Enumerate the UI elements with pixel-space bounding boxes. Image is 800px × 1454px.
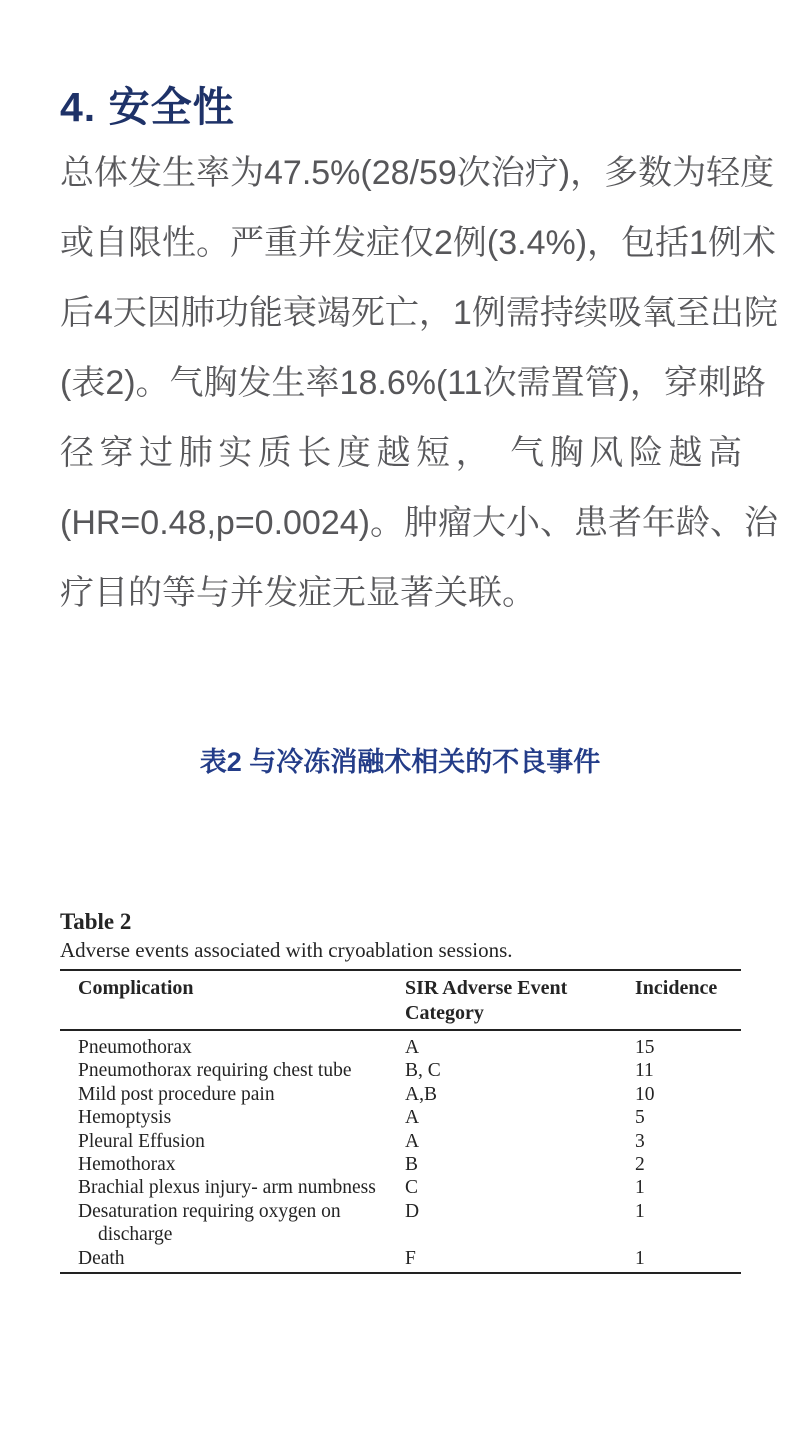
table-caption-zh: 表2 与冷冻消融术相关的不良事件 xyxy=(199,747,601,777)
cell-incidence: 5 xyxy=(635,1107,645,1129)
column-header-incidence: Incidence xyxy=(635,977,718,999)
cell-complication: Pleural Effusion xyxy=(78,1130,205,1152)
cell-sir-category: A xyxy=(405,1037,420,1058)
table-row xyxy=(60,1153,741,1176)
cell-complication: Mild post procedure pain xyxy=(78,1083,275,1105)
cell-incidence: 1 xyxy=(635,1247,645,1269)
cell-complication: Pneumothorax requiring chest tube xyxy=(78,1060,352,1082)
cell-sir-category: B xyxy=(405,1154,419,1176)
cell-sir-category: C xyxy=(405,1177,419,1199)
cell-complication: Pneumothorax xyxy=(78,1037,192,1058)
table-row xyxy=(60,1247,741,1270)
cell-complication: Brachial plexus injury- arm numbness xyxy=(78,1177,376,1199)
table-row xyxy=(60,1106,741,1129)
cell-incidence: 1 xyxy=(635,1200,645,1222)
cell-complication: Death xyxy=(78,1247,125,1269)
table-body xyxy=(60,1031,741,1272)
table-row xyxy=(60,1059,741,1082)
table-rule-bottom xyxy=(60,1272,741,1274)
cell-sir-category: B, C xyxy=(405,1060,441,1082)
cell-sir-category: A xyxy=(405,1107,420,1129)
cell-complication: Hemoptysis xyxy=(78,1107,172,1129)
cell-complication: Desaturation requiring oxygen on discharge xyxy=(78,1200,341,1246)
table-row xyxy=(60,1200,741,1247)
paragraph-line: 疗目的等与并发症无显著关联。 xyxy=(60,574,536,612)
column-header-complication: Complication xyxy=(78,977,194,999)
cell-incidence: 3 xyxy=(635,1130,645,1152)
cell-incidence: 1 xyxy=(635,1177,645,1199)
section-heading: 4. 安全性 xyxy=(60,84,235,130)
paragraph-line: 总体发生率为47.5%(28/59次治疗)，多数为轻度 xyxy=(60,154,775,192)
table-figure xyxy=(60,908,741,1274)
cell-sir-category: A,B xyxy=(405,1083,437,1105)
body-paragraph xyxy=(60,138,778,628)
cell-sir-category: D xyxy=(405,1200,420,1222)
cell-incidence: 11 xyxy=(635,1060,654,1082)
column-header-sir-category: SIR Adverse Event Category xyxy=(405,977,568,1024)
table-row xyxy=(60,1130,741,1153)
cell-incidence: 2 xyxy=(635,1154,645,1176)
paragraph-line: 径穿过肺实质长度越短， 气胸风险越高 xyxy=(60,434,742,472)
table-row xyxy=(60,1036,741,1059)
cell-complication: Hemothorax xyxy=(78,1154,176,1176)
table-title: Table 2 xyxy=(60,909,132,934)
table-subtitle: Adverse events associated with cryoablation sessions. xyxy=(60,938,513,962)
cell-incidence: 15 xyxy=(635,1037,655,1058)
paragraph-line: 或自限性。严重并发症仅2例(3.4%)，包括1例术 xyxy=(60,224,776,262)
table-row xyxy=(60,1176,741,1199)
paragraph-line: (表2)。气胸发生率18.6%(11次需置管)，穿刺路 xyxy=(60,364,766,402)
paragraph-line: (HR=0.48,p=0.0024)。肿瘤大小、患者年龄、治 xyxy=(60,504,778,542)
paragraph-line: 后4天因肺功能衰竭死亡，1例需持续吸氧至出院 xyxy=(60,294,778,332)
table-header-row xyxy=(60,971,741,1029)
table-row xyxy=(60,1083,741,1106)
cell-sir-category: F xyxy=(405,1247,416,1269)
cell-sir-category: A xyxy=(405,1130,420,1152)
cell-incidence: 10 xyxy=(635,1083,655,1105)
